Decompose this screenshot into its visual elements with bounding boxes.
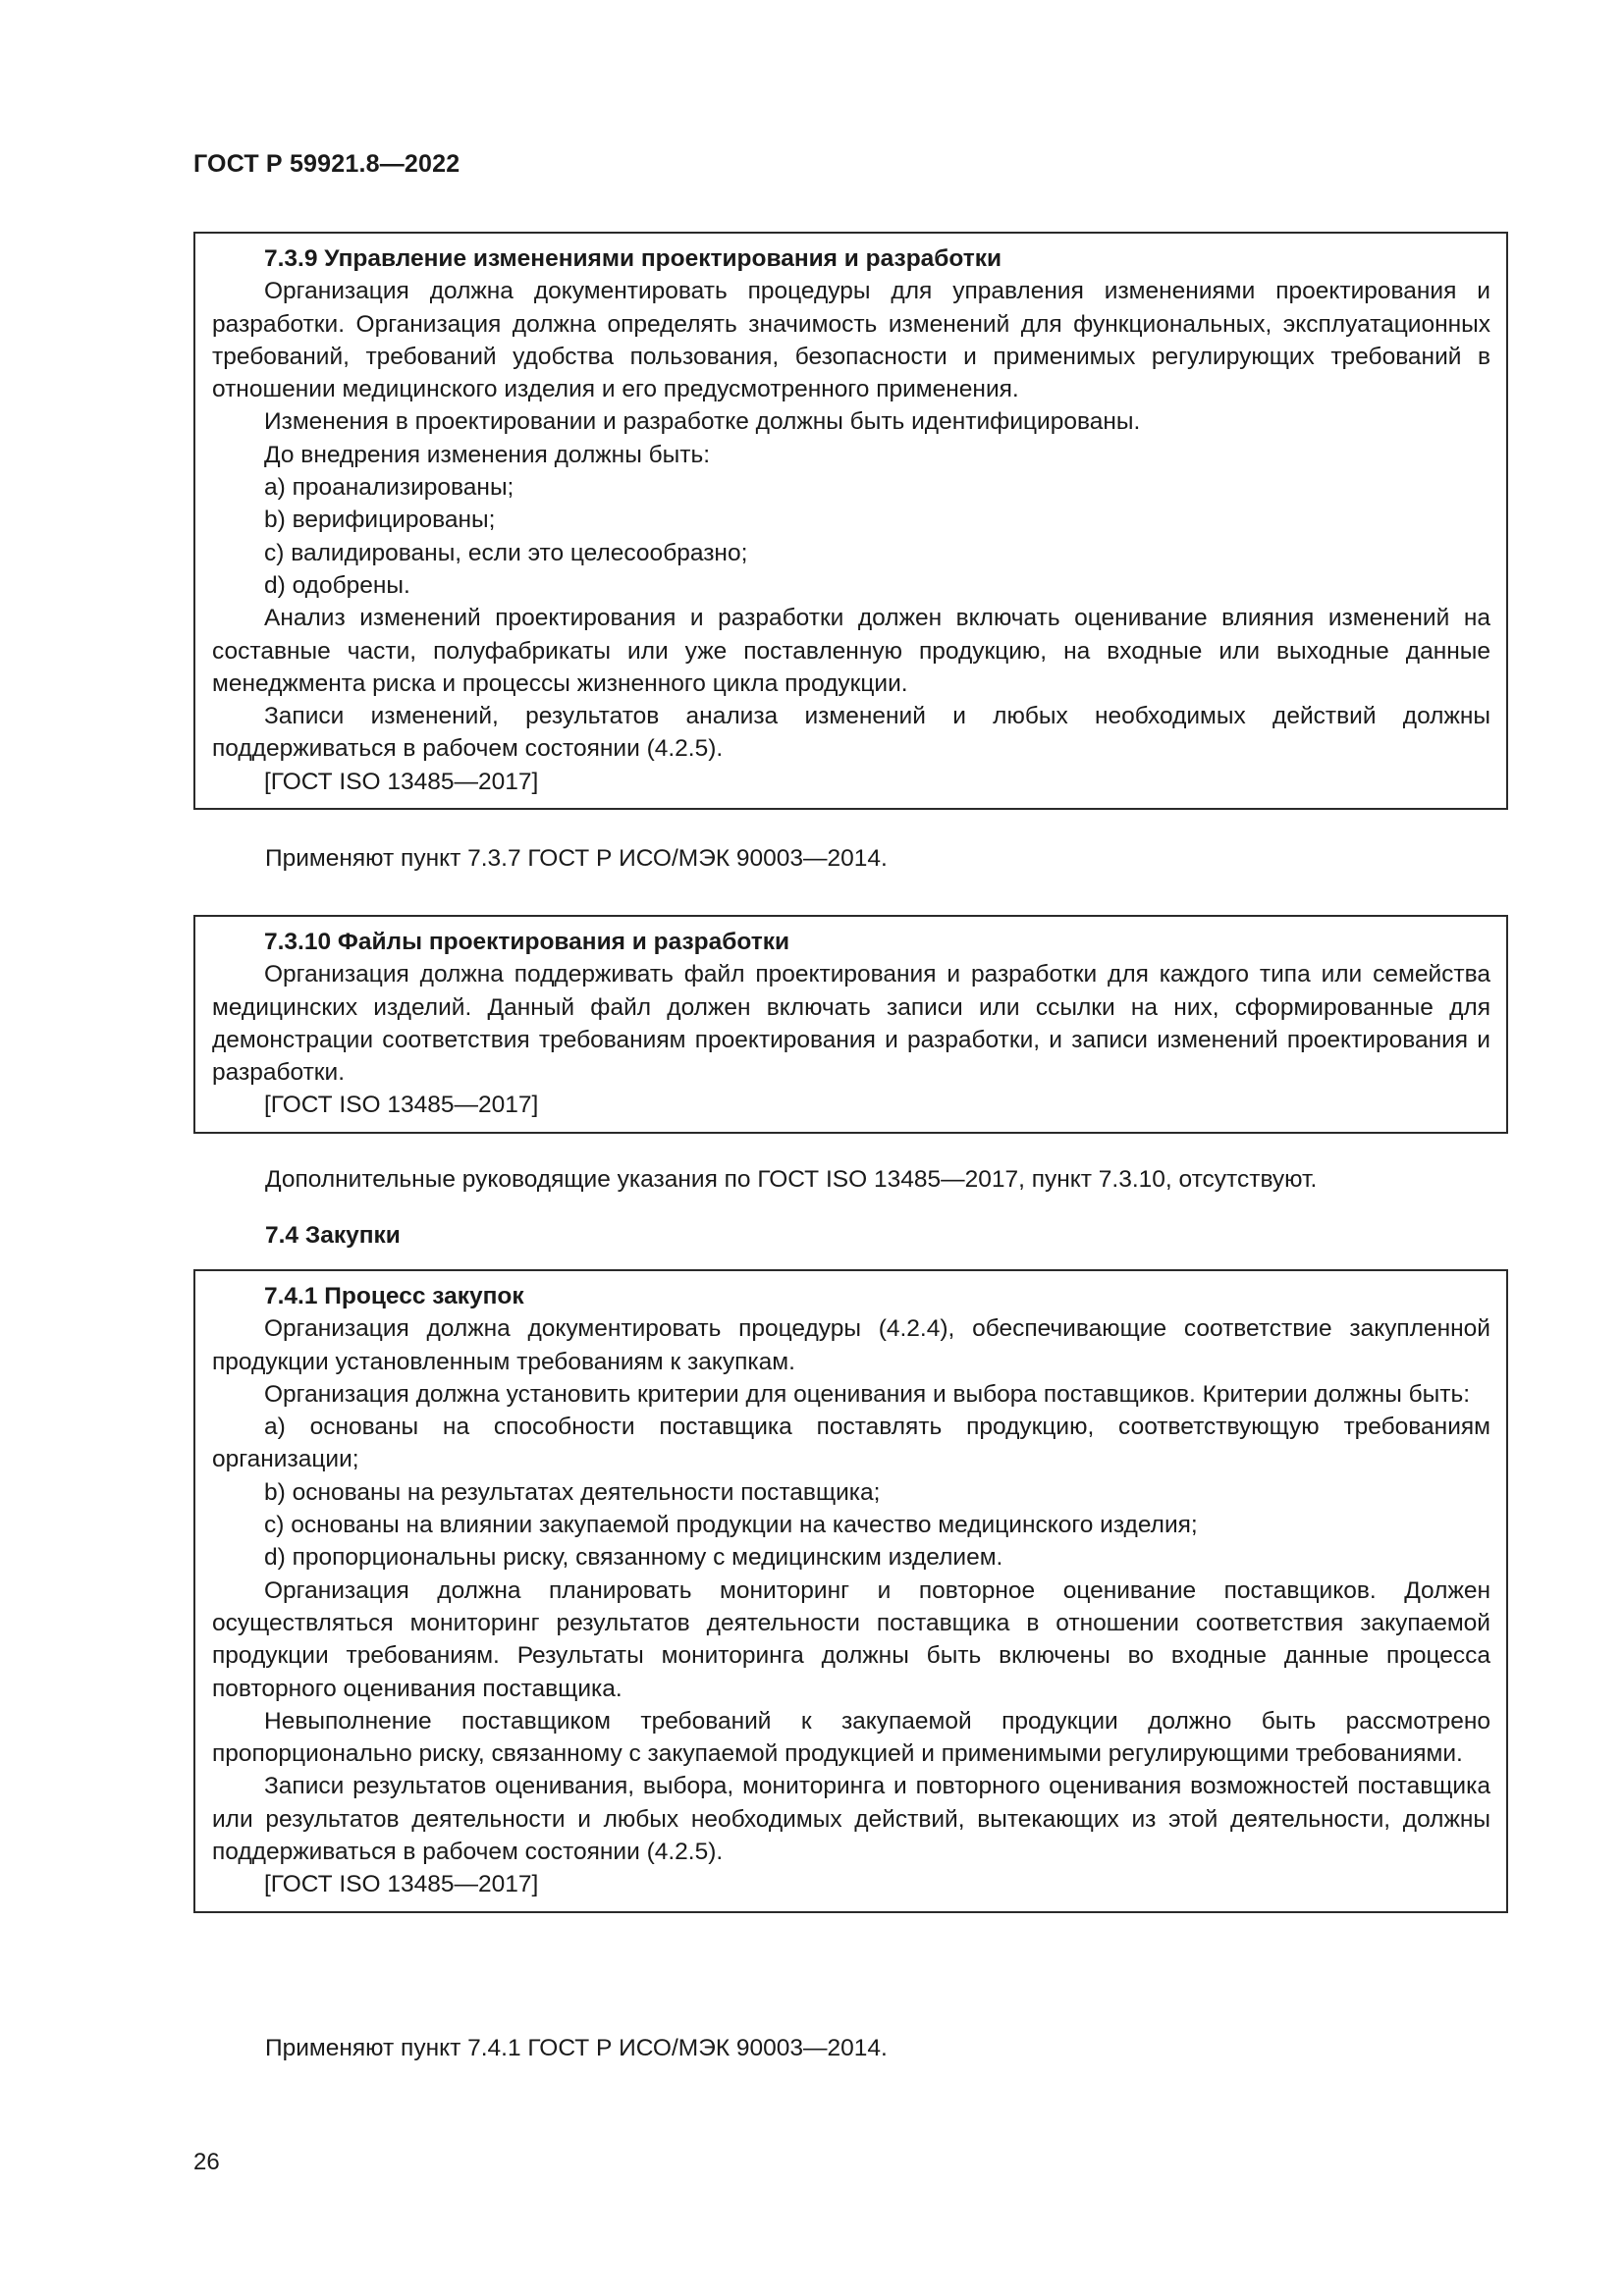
- list-item: c) валидированы, если это целесообразно;: [264, 539, 748, 566]
- clause-title: 7.3.9 Управление изменениями проектирования и разработки: [264, 245, 1002, 272]
- note-7-3-9: Применяют пункт 7.3.7 ГОСТ Р ИСО/МЭК 90003—2014.: [265, 845, 888, 872]
- list-item: b) верифицированы;: [264, 507, 496, 534]
- source-reference: [ГОСТ ISO 13485—2017]: [264, 768, 539, 795]
- clause-title: 7.3.10 Файлы проектирования и разработки: [264, 929, 790, 955]
- list-item: a) проанализированы;: [264, 474, 514, 502]
- paragraph: Записи изменений, результатов анализа изменений и любых необходимых действий должны поддерживаться в рабочем состоянии (4.2.5).: [212, 703, 1490, 763]
- list-item: a) основаны на способности поставщика поставлять продукцию, соответствующую требованиям организации;: [212, 1414, 1490, 1473]
- paragraph: Организация должна документировать процедуры для управления изменениями проектирования и разработки. Организация должна определять значимость изменений для функциональных, эксплуатационных требований, требований удобства пользования, безопасности и применимых регулирующих требований в отношении медицинского изделия и его предусмотренного применения.: [212, 278, 1490, 403]
- paragraph: Организация должна поддерживать файл проектирования и разработки для каждого типа или семейства медицинских изделий. Данный файл должен включать записи или ссылки на них, сформированные для демонстрации соответствия требованиям проектирования и разработки, и записи изменений проектирования и разработки.: [212, 961, 1490, 1087]
- note-7-4-1: Применяют пункт 7.4.1 ГОСТ Р ИСО/МЭК 90003—2014.: [265, 2035, 888, 2061]
- paragraph: Организация должна планировать мониторинг и повторное оценивание поставщиков. Должен осуществляться мониторинг результатов деятельности поставщика в отношении соответствия закупаемой продукции требованиям. Результаты мониторинга должны быть включены во входные данные процесса повторного оценивания поставщика.: [212, 1576, 1490, 1702]
- list-item: b) основаны на результатах деятельности поставщика;: [264, 1478, 881, 1506]
- paragraph: Анализ изменений проектирования и разработки должен включать оценивание влияния изменений на составные части, полуфабрикаты или уже поставленную продукцию, на входные или выходные данные менеджмента риска и процессы жизненного цикла продукции.: [212, 605, 1490, 697]
- section-heading-7-4: 7.4 Закупки: [265, 1222, 401, 1249]
- clause-box-7-4-1: [193, 1269, 1508, 1913]
- paragraph: Изменения в проектировании и разработке должны быть идентифицированы.: [264, 408, 1141, 436]
- list-item: d) одобрены.: [264, 571, 410, 599]
- list-item: d) пропорциональны риску, связанному с медицинским изделием.: [264, 1544, 1003, 1572]
- paragraph: Организация должна документировать процедуры (4.2.4), обеспечивающие соответствие закупленной продукции установленным требованиям к закупкам.: [212, 1315, 1490, 1375]
- document-header: ГОСТ Р 59921.8—2022: [193, 150, 460, 178]
- paragraph: Невыполнение поставщиком требований к закупаемой продукции должно быть рассмотрено пропорционально риску, связанному с закупаемой продукцией и применимыми регулирующими требованиями.: [212, 1707, 1490, 1768]
- clause-title: 7.4.1 Процесс закупок: [264, 1283, 524, 1309]
- paragraph: Организация должна установить критерии для оценивания и выбора поставщиков. Критерии должны быть:: [264, 1380, 1471, 1408]
- clause-box-7-3-9: [193, 232, 1508, 810]
- source-reference: [ГОСТ ISO 13485—2017]: [264, 1092, 539, 1119]
- source-reference: [ГОСТ ISO 13485—2017]: [264, 1871, 539, 1898]
- note-7-3-10: Дополнительные руководящие указания по ГОСТ ISO 13485—2017, пункт 7.3.10, отсутствуют.: [265, 1166, 1318, 1193]
- clause-box-7-3-10: [193, 915, 1508, 1134]
- paragraph: До внедрения изменения должны быть:: [264, 441, 711, 468]
- page-number: 26: [193, 2149, 220, 2175]
- list-item: c) основаны на влиянии закупаемой продукции на качество медицинского изделия;: [264, 1512, 1198, 1539]
- paragraph: Записи результатов оценивания, выбора, мониторинга и повторного оценивания возможностей поставщика или результатов деятельности и любых необходимых действий, вытекающих из этой деятельности, должны поддерживаться в рабочем состоянии (4.2.5).: [212, 1773, 1490, 1866]
